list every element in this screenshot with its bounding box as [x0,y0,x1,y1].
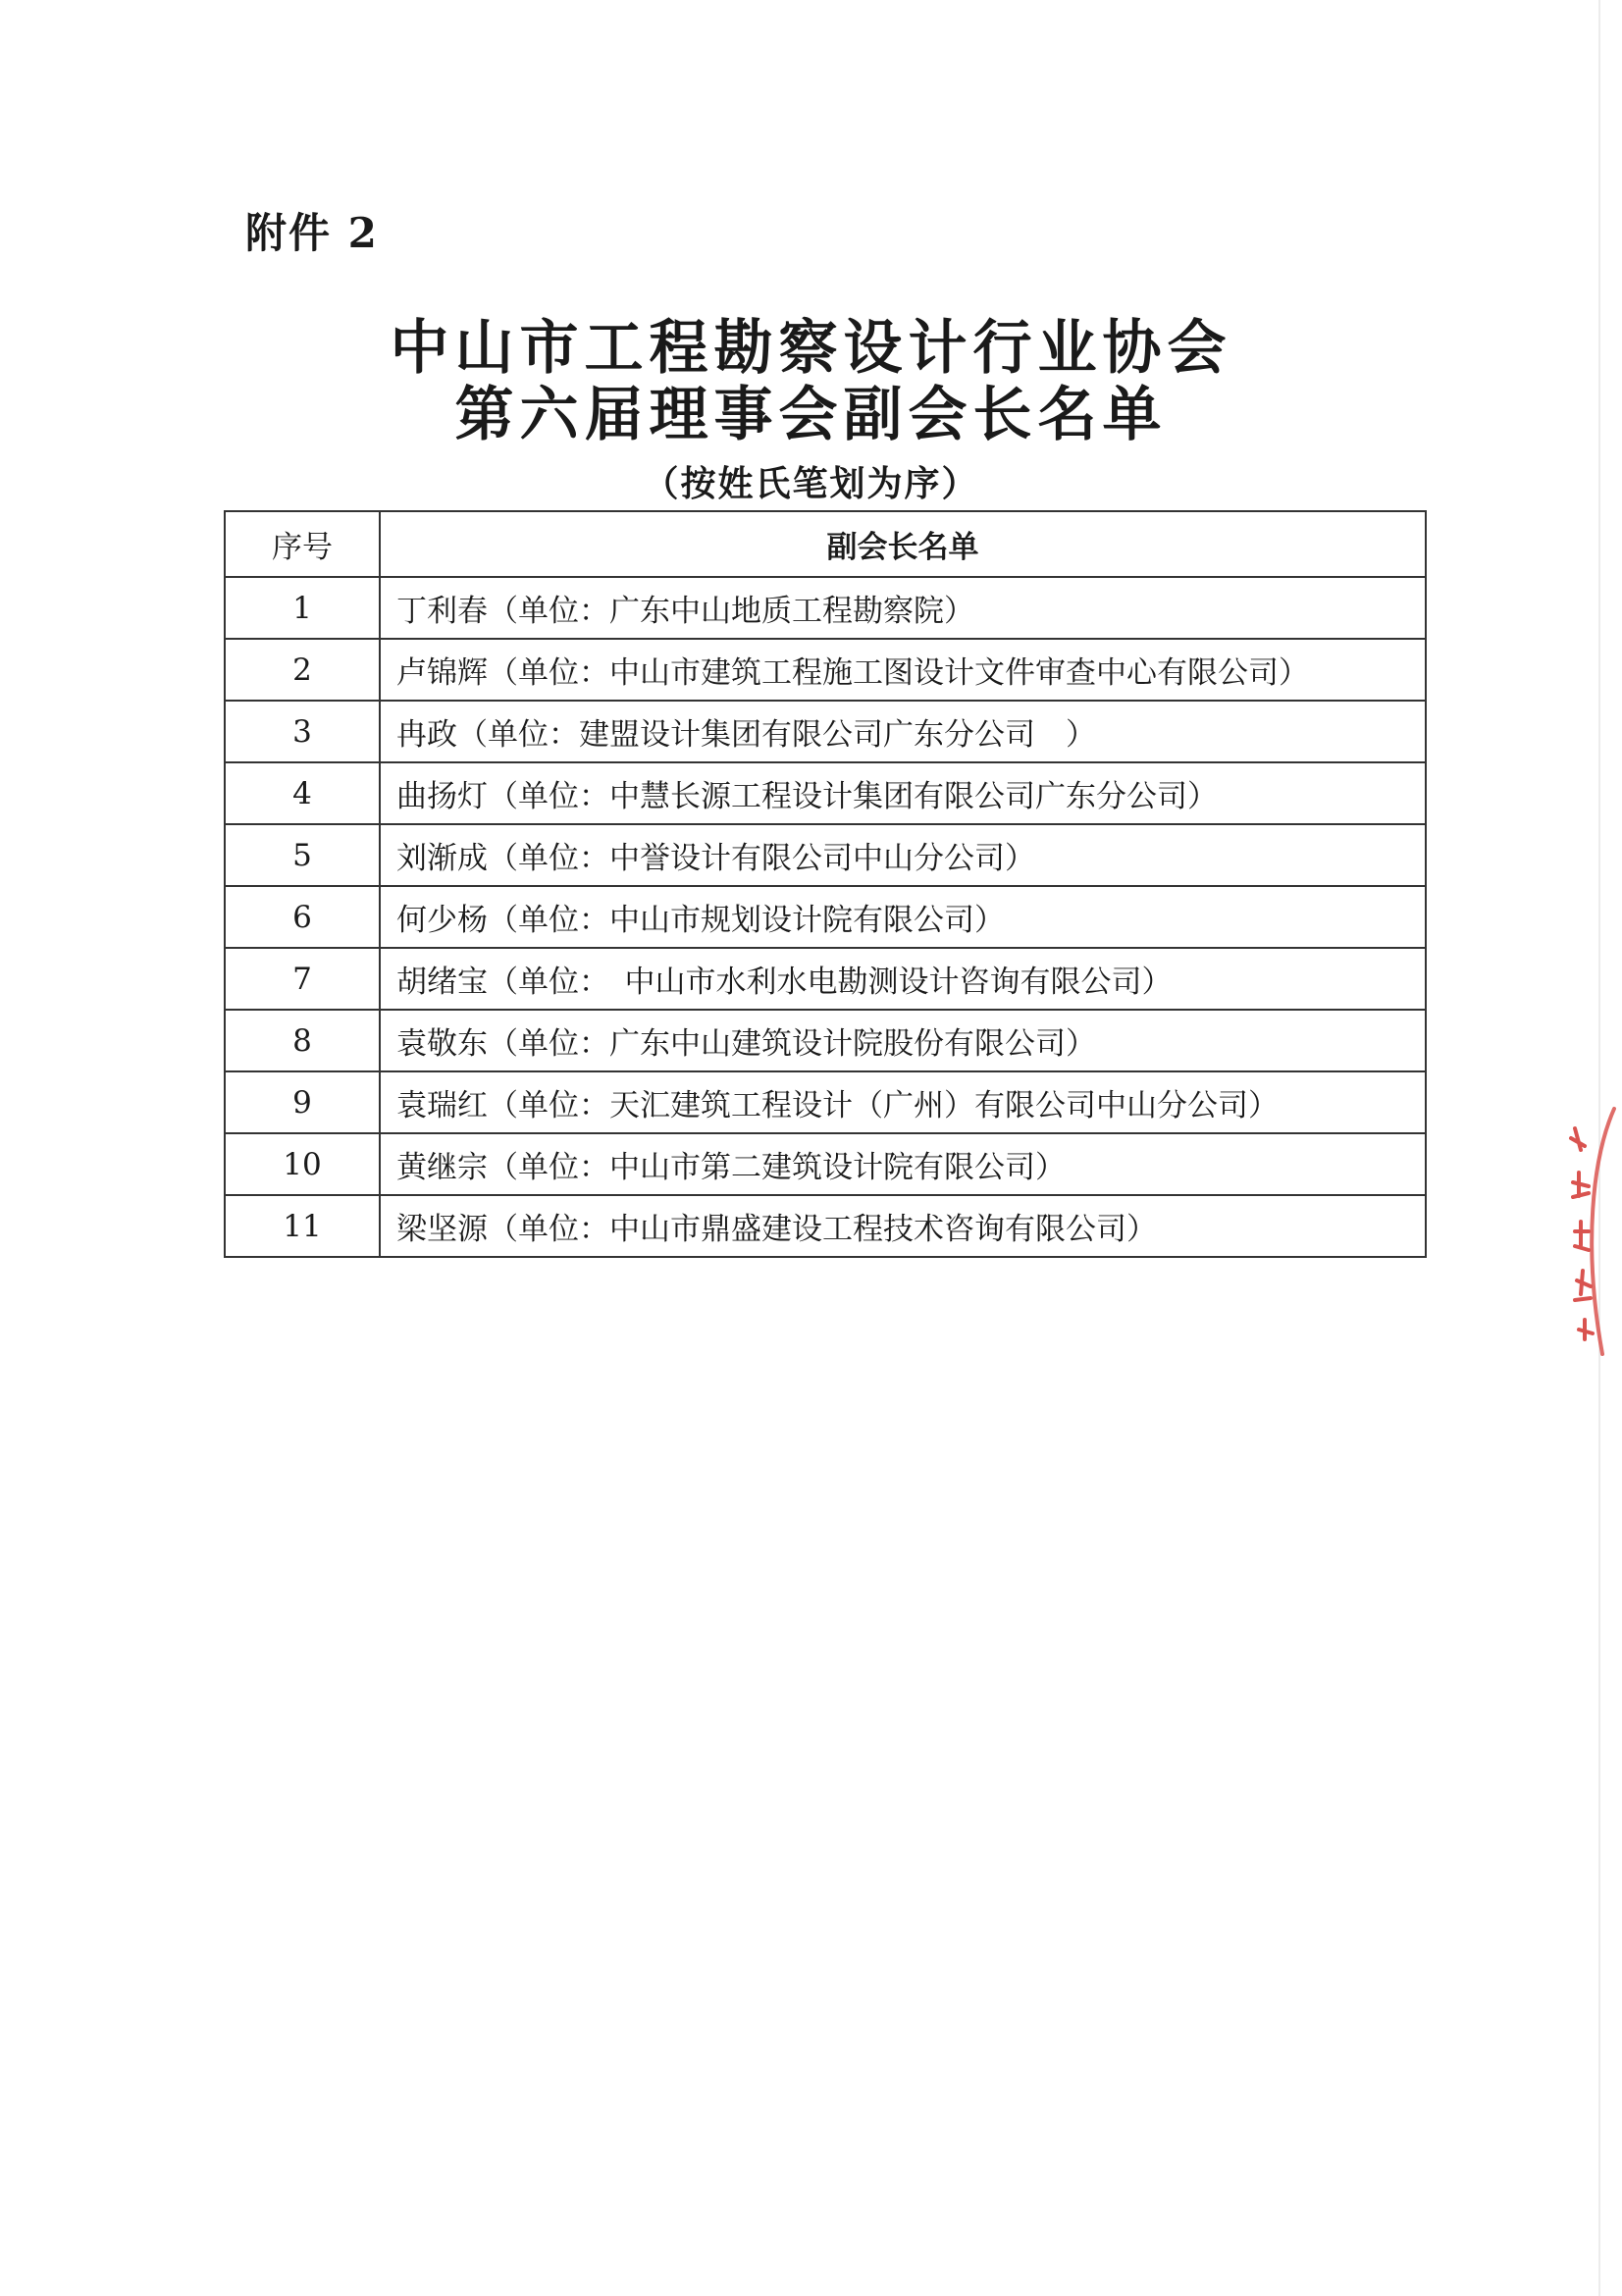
vice-president-table [224,510,1427,1258]
table-row [225,824,1426,886]
row-member: 丁利春（单位：广东中山地质工程勘察院） [380,577,1426,639]
attachment-label: 附件 2 [245,209,379,257]
row-member: 袁敬东（单位：广东中山建筑设计院股份有限公司） [380,1010,1426,1071]
header-name: 副会长名单 [380,511,1426,577]
row-member: 胡绪宝（单位： 中山市水利水电勘测设计咨询有限公司） [380,948,1426,1010]
row-member: 刘渐成（单位：中誉设计有限公司中山分公司） [380,824,1426,886]
row-seq: 2 [225,639,380,701]
table-row [225,1133,1426,1195]
table-header-row [225,511,1426,577]
table-row [225,1071,1426,1133]
row-seq: 8 [225,1010,380,1071]
row-member: 卢锦辉（单位：中山市建筑工程施工图设计文件审查中心有限公司） [380,639,1426,701]
row-member: 冉政（单位：建盟设计集团有限公司广东分公司 ） [380,701,1426,762]
row-seq: 10 [225,1133,380,1195]
table-row [225,886,1426,948]
table-row [225,1195,1426,1257]
table-row [225,577,1426,639]
table-row [225,1010,1426,1071]
title-line-1: 中山市工程勘察设计行业协会 [390,314,1232,383]
row-seq: 9 [225,1071,380,1133]
row-seq: 3 [225,701,380,762]
title-line-2: 第六届理事会副会长名单 [454,381,1168,449]
table-row [225,948,1426,1010]
row-member: 曲扬灯（单位：中慧长源工程设计集团有限公司广东分公司） [380,762,1426,824]
row-member: 何少杨（单位：中山市规划设计院有限公司） [380,886,1426,948]
row-member: 黄继宗（单位：中山市第二建筑设计院有限公司） [380,1133,1426,1195]
row-seq: 7 [225,948,380,1010]
row-seq: 5 [225,824,380,886]
table-row [225,701,1426,762]
subtitle: （按姓氏笔划为序） [643,463,979,504]
row-seq: 11 [225,1195,380,1257]
table-row [225,639,1426,701]
header-seq: 序号 [225,511,380,577]
row-member: 袁瑞红（单位：天汇建筑工程设计（广州）有限公司中山分公司） [380,1071,1426,1133]
table-row [225,762,1426,824]
row-seq: 1 [225,577,380,639]
partial-seal-stamp [1553,1099,1622,1364]
row-member: 梁坚源（单位：中山市鼎盛建设工程技术咨询有限公司） [380,1195,1426,1257]
row-seq: 6 [225,886,380,948]
row-seq: 4 [225,762,380,824]
